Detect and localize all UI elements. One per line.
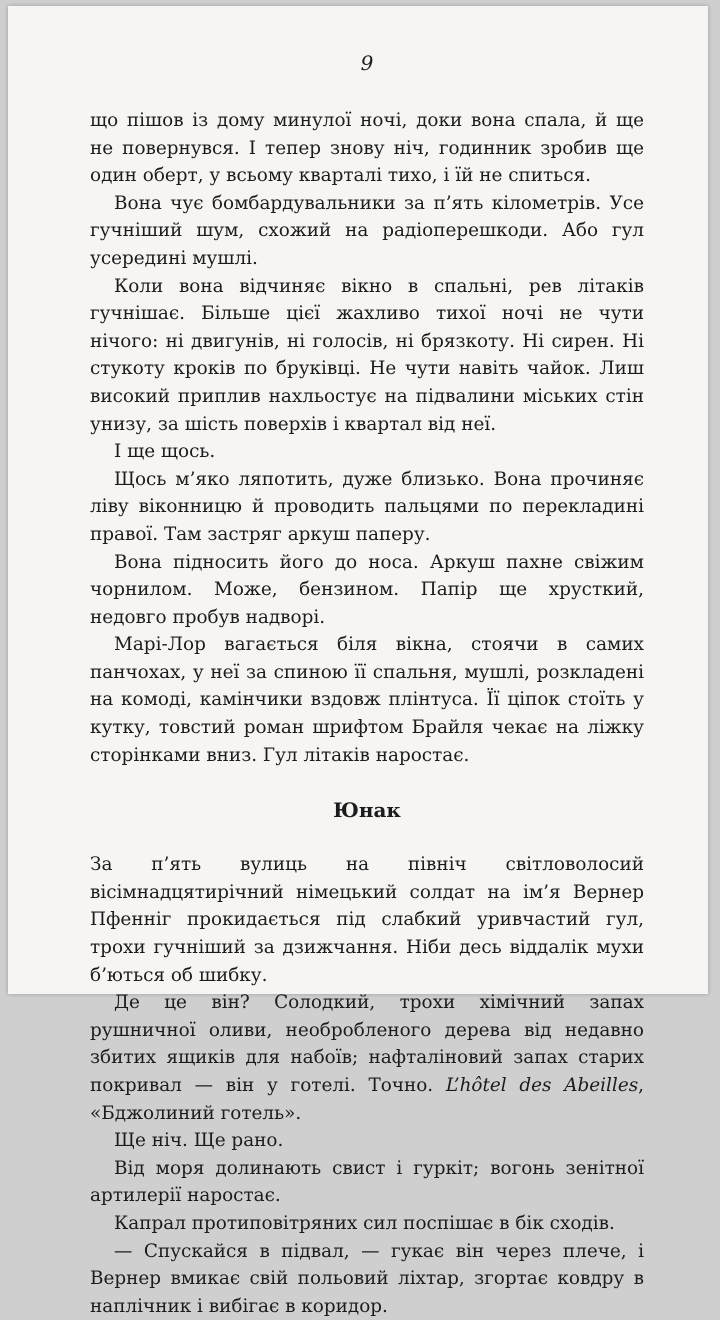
paragraph-9-part-a: Де це він? Солодкий, трохи хімічний запах рушничної оливи, необробленого дерева від недавно збитих ящиків для набоїв; нафталіновий запах старих покривал — він у готелі. Точно. bbox=[90, 992, 644, 1096]
paragraph-11: Від моря долинають свист і гуркіт; вогонь зенітної артилерії наростає. bbox=[90, 1157, 644, 1207]
paragraph-12: Капрал протиповітряних сил поспішає в бік сходів. bbox=[114, 1212, 615, 1234]
section-heading: Юнак bbox=[333, 798, 401, 823]
paragraph-3: Коли вона відчиняє вікно в спальні, рев літаків гучнішає. Більше цієї жахливо тихої ночі не чути нічого: ні двигунів, ні голосів, ні брязкоту. Ні сирен. Ні стукоту кроків по бруківці. Не чути навіть чайок. Лиш високий приплив нахльостує на підвалини міських стін унизу, за шість поверхів і квартал від неї. bbox=[90, 275, 644, 435]
paragraph-4: І ще щось. bbox=[114, 441, 216, 463]
paragraph-6: Вона підносить його до носа. Аркуш пахне свіжим чорнилом. Може, бензином. Папір ще хрусткий, недовго пробув надворі. bbox=[90, 551, 644, 628]
paragraph-13: — Спускайся в підвал, — гукає він через плече, і Вернер вмикає свій польовий ліхтар, згортає ковдру в наплічник і вибігає в коридор. bbox=[90, 1240, 644, 1317]
page-number: 9 bbox=[360, 51, 374, 75]
paragraph-1: що пішов із дому минулої ночі, доки вона спала, й ще не повернувся. І тепер знову ніч, годинник зробив ще один оберт, у всьому кварталі тихо, і їй не спиться. bbox=[90, 110, 644, 187]
hotel-name-french: L’hôtel des Abeilles bbox=[445, 1075, 639, 1096]
paragraph-9-part-b: , «Бджолиний готель». bbox=[90, 1075, 644, 1124]
page-body bbox=[90, 107, 644, 1320]
paragraph-10: Ще ніч. Ще рано. bbox=[114, 1130, 284, 1152]
paragraph-5: Щось м’яко ляпотить, дуже близько. Вона прочиняє ліву віконницю й проводить пальцями по перекладині правої. Там застряг аркуш паперу. bbox=[90, 468, 644, 545]
paragraph-7: Марі-Лор вагається біля вікна, стоячи в самих панчохах, у неї за спиною її спальня, мушлі, розкладені на комоді, камінчики вздовж плінтуса. Її ціпок стоїть у кутку, товстий роман шрифтом Брайля чекає на ліжку сторінками вниз. Гул літаків наростає. bbox=[90, 634, 644, 766]
book-page bbox=[8, 6, 708, 1317]
paragraph-2: Вона чує бомбардувальники за п’ять кілометрів. Усе гучніший шум, схожий на радіоперешкоди. Або гул усередині мушлі. bbox=[90, 192, 644, 269]
paragraph-9 bbox=[90, 989, 644, 1127]
paragraph-8: За п’ять вулиць на північ світловолосий вісімнадцятирічний німецький солдат на ім’я Вернер Пфенніг прокидається під слабкий уривчастий гул, трохи гучніший за дзижчання. Ніби десь віддалік мухи б’ються об шибку. bbox=[90, 854, 644, 986]
